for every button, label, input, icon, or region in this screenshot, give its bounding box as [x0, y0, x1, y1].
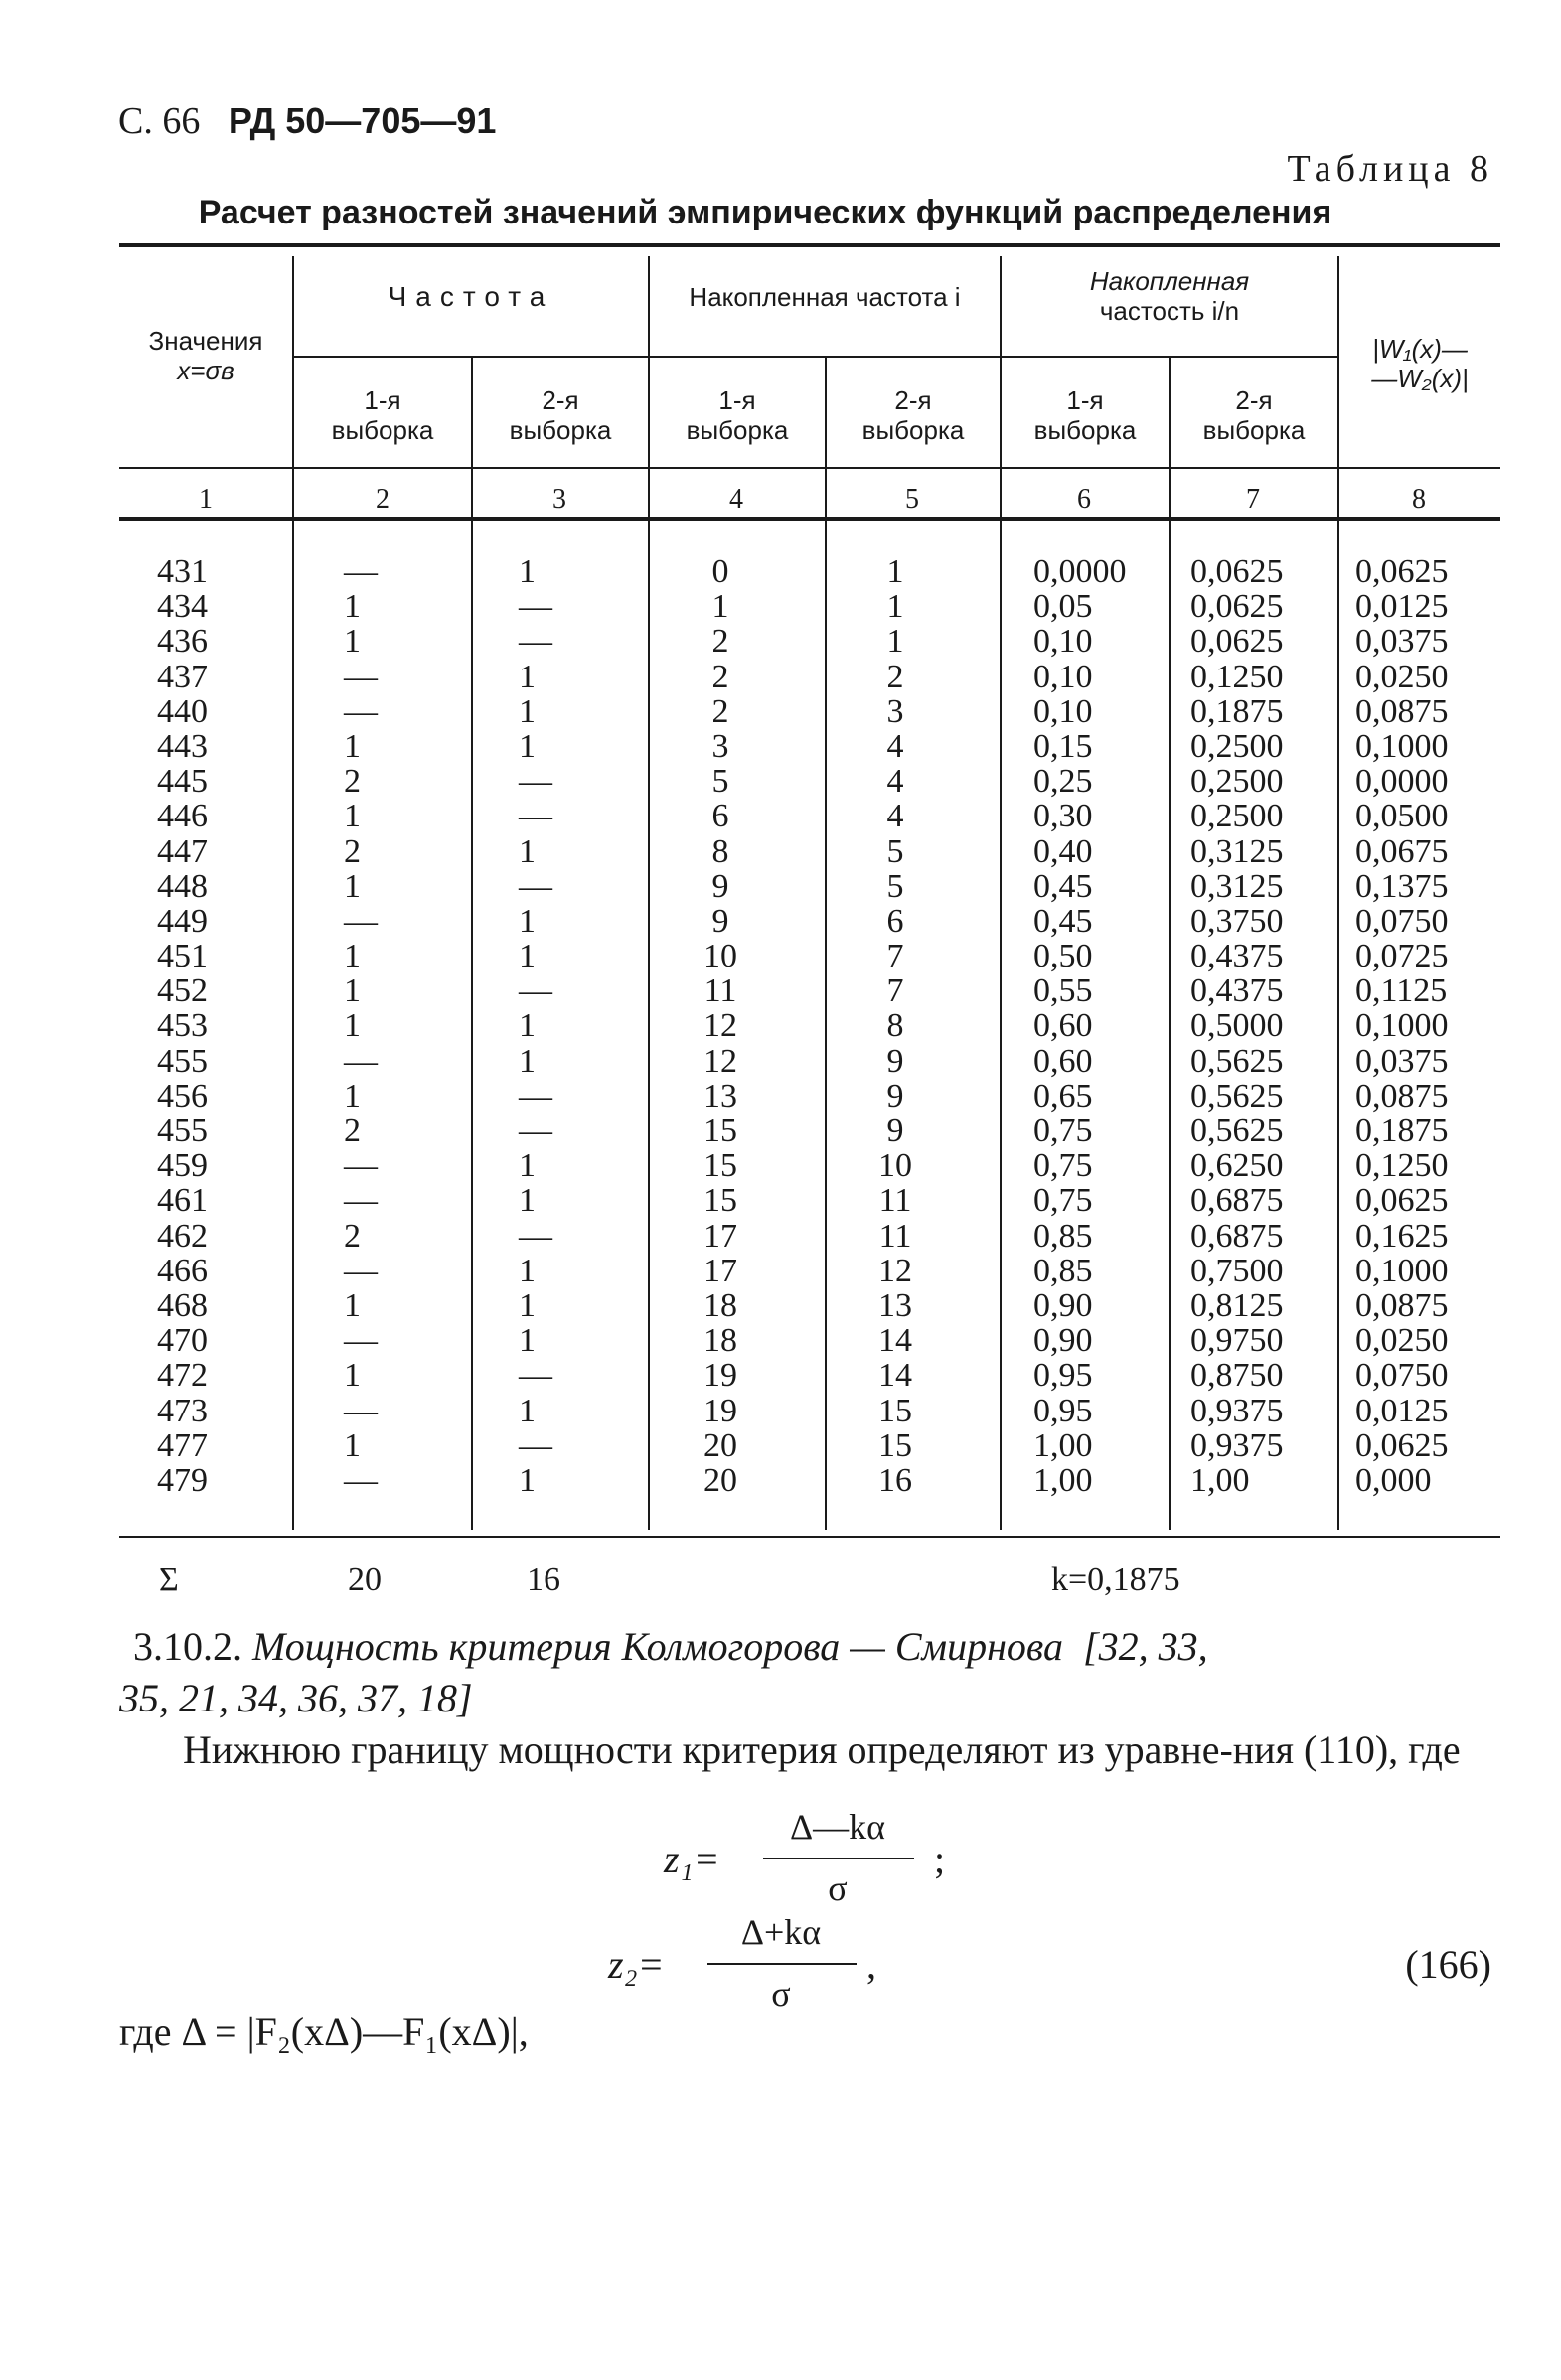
table-cell: 15 — [703, 1113, 737, 1149]
table-cell: 1 — [344, 623, 361, 661]
table-cell: 0,0125 — [1355, 588, 1449, 626]
table-cell: 434 — [157, 588, 208, 626]
table-cell: 0,0625 — [1355, 553, 1449, 590]
table-cell: 3 — [886, 692, 904, 730]
table-cell: 0,0625 — [1355, 1426, 1449, 1464]
table-cell: 0,1875 — [1190, 692, 1284, 730]
formula-z2-numerator: Δ+kα — [740, 1912, 822, 1952]
table-cell: 455 — [157, 1042, 208, 1080]
subheader-sample-1: 1-я выборка — [686, 385, 789, 445]
col-divider-1 — [292, 256, 294, 1530]
table-cell: 477 — [157, 1426, 208, 1464]
header-bottom-rule — [119, 467, 1500, 469]
table-cell: 0,10 — [1033, 658, 1093, 695]
table-cell: 0,9750 — [1190, 1322, 1284, 1360]
table-cell: 0,000 — [1355, 1461, 1432, 1499]
table-cell: 1 — [519, 658, 536, 695]
table-cell: 0,0625 — [1190, 553, 1284, 590]
table-cell: 0,65 — [1033, 1077, 1093, 1115]
table-cell: 15 — [703, 1182, 737, 1220]
table-cell: 1 — [344, 972, 361, 1010]
subheader-sample-1: 1-я выборка — [1033, 385, 1137, 445]
table-cell: 455 — [157, 1113, 208, 1149]
table-cell: 0,4375 — [1190, 972, 1284, 1010]
table-cell: 0,75 — [1033, 1113, 1093, 1149]
table-cell: 0,0375 — [1355, 1042, 1449, 1080]
sum-freq-sample-1: 20 — [348, 1562, 382, 1598]
table-cell: 1 — [519, 1007, 536, 1045]
table-cell: 0,0875 — [1355, 692, 1449, 730]
table-cell: 18 — [703, 1322, 737, 1360]
table-cell: 1 — [344, 1007, 361, 1045]
header-frequency: Частота — [388, 281, 554, 312]
table-cell: 0,0625 — [1190, 588, 1284, 626]
table-cell: 2 — [344, 1113, 361, 1149]
table-cell: 1,00 — [1190, 1461, 1250, 1499]
table-cell: 0,30 — [1033, 798, 1093, 835]
table-cell: 10 — [878, 1147, 912, 1185]
table-cell: 448 — [157, 867, 208, 905]
col-divider-4 — [825, 358, 827, 1530]
section-refs: [32, 33, — [1083, 1624, 1208, 1669]
table-cell: 19 — [703, 1392, 737, 1429]
table-cell: 0,0750 — [1355, 902, 1449, 940]
table-cell: 0,50 — [1033, 938, 1093, 975]
table-cell: 13 — [878, 1286, 912, 1324]
table-cell: 0,0375 — [1355, 623, 1449, 661]
table-cell: — — [519, 867, 552, 905]
table-cell: — — [344, 692, 378, 730]
table-cell: — — [344, 1042, 378, 1080]
table-cell: 1 — [886, 588, 904, 626]
column-number: 5 — [905, 484, 919, 515]
table-cell: 443 — [157, 727, 208, 765]
table-cell: 0,5625 — [1190, 1113, 1284, 1149]
table-cell: 10 — [703, 938, 737, 975]
table-cell: 1 — [519, 1392, 536, 1429]
formula-z2-fraction-bar — [707, 1963, 857, 1965]
table-cell: 0,75 — [1033, 1182, 1093, 1220]
table-cell: 15 — [878, 1392, 912, 1429]
table-cell: — — [519, 588, 552, 626]
table-cell: 0,40 — [1033, 832, 1093, 870]
table-cell: 1 — [519, 1147, 536, 1185]
column-number: 6 — [1077, 484, 1091, 515]
subheader-sample-1: 1-я выборка — [331, 385, 434, 445]
column-rel-sample-1 — [1033, 554, 1163, 1498]
col-divider-5 — [1000, 256, 1002, 1530]
header-cumulative-frequency: Накопленная частота i — [689, 282, 961, 312]
table-cell: 0 — [711, 553, 729, 590]
table-label: Таблица 8 — [1287, 148, 1493, 190]
formula-delta-definition: где Δ = |F₂(xΔ)—F₁(xΔ)|, — [119, 2009, 529, 2054]
column-difference — [1355, 554, 1494, 1498]
table-cell: 4 — [886, 763, 904, 801]
section-refs-continued: 35, 21, 34, 36, 37, 18] — [119, 1676, 473, 1720]
subheader-sample-2: 2-я выборка — [1202, 385, 1306, 445]
formula-z1-fraction-bar — [763, 1858, 914, 1859]
table-cell: 4 — [886, 798, 904, 835]
column-cum-sample-1 — [666, 554, 775, 1498]
table-cell: 468 — [157, 1286, 208, 1324]
column-freq-sample-2 — [519, 554, 608, 1498]
table-cell: 1,00 — [1033, 1461, 1093, 1499]
table-cell: 0,0675 — [1355, 832, 1449, 870]
table-cell: 0,5625 — [1190, 1077, 1284, 1115]
page-header — [99, 56, 496, 143]
table-cell: 2 — [711, 692, 729, 730]
table-cell: 1 — [344, 1077, 361, 1115]
table-cell: 1 — [711, 588, 729, 626]
table-cell: 14 — [878, 1357, 912, 1395]
table-cell: 0,8750 — [1190, 1357, 1284, 1395]
table-cell: 1,00 — [1033, 1426, 1093, 1464]
table-cell: 7 — [886, 972, 904, 1010]
formula-z1-lhs: z₁= — [664, 1837, 720, 1881]
table-cell: 9 — [886, 1077, 904, 1115]
table-cell: 17 — [703, 1217, 737, 1255]
table-cell: 1 — [886, 623, 904, 661]
table-cell: 1 — [519, 1322, 536, 1360]
table-cell: 449 — [157, 902, 208, 940]
table-cell: 1 — [519, 902, 536, 940]
table-cell: 1 — [519, 553, 536, 590]
table-cell: 16 — [878, 1461, 912, 1499]
table-cell: 12 — [703, 1042, 737, 1080]
column-rel-sample-2 — [1190, 554, 1329, 1498]
table-cell: 0,0500 — [1355, 798, 1449, 835]
table-cell: 11 — [878, 1217, 912, 1255]
table-cell: 0,55 — [1033, 972, 1093, 1010]
table-cell: 0,1250 — [1190, 658, 1284, 695]
table-cell: 0,5000 — [1190, 1007, 1284, 1045]
table-cell: 4 — [886, 727, 904, 765]
column-x-values — [157, 554, 266, 1498]
table-cell: 0,60 — [1033, 1007, 1093, 1045]
table-cell: 0,0750 — [1355, 1357, 1449, 1395]
table-cell: 0,0000 — [1033, 553, 1127, 590]
page-number: С. 66 — [118, 100, 201, 142]
table-cell: 14 — [878, 1322, 912, 1360]
sum-k-statistic: k=0,1875 — [1051, 1562, 1180, 1598]
table-cell: — — [344, 1461, 378, 1499]
column-number: 2 — [376, 484, 390, 515]
table-cell: 459 — [157, 1147, 208, 1185]
table-cell: 11 — [703, 972, 737, 1010]
header-sub-rule — [294, 356, 1337, 358]
table-cell: 1 — [519, 692, 536, 730]
table-cell: 2 — [886, 658, 904, 695]
table-cell: — — [519, 763, 552, 801]
table-cell: 0,95 — [1033, 1357, 1093, 1395]
formula-z2-denominator: σ — [771, 1974, 791, 2013]
sum-freq-sample-2: 16 — [527, 1562, 560, 1598]
table-cell: 2 — [344, 832, 361, 870]
table-cell: 0,6875 — [1190, 1217, 1284, 1255]
table-cell: — — [519, 623, 552, 661]
table-cell: 1 — [344, 938, 361, 975]
table-cell: 436 — [157, 623, 208, 661]
table-cell: 0,1625 — [1355, 1217, 1449, 1255]
table-cell: 0,45 — [1033, 902, 1093, 940]
table-cell: 1 — [344, 1357, 361, 1395]
table-cell: — — [519, 1077, 552, 1115]
table-cell: — — [344, 1322, 378, 1360]
table-cell: 0,0875 — [1355, 1286, 1449, 1324]
table-cell: 18 — [703, 1286, 737, 1324]
table-cell: 0,0625 — [1190, 623, 1284, 661]
table-cell: 1 — [519, 1182, 536, 1220]
table-cell: 1 — [519, 1252, 536, 1289]
table-cell: 461 — [157, 1182, 208, 1220]
table-cell: 0,0250 — [1355, 1322, 1449, 1360]
table-cell: 0,25 — [1033, 763, 1093, 801]
table-cell: 2 — [711, 623, 729, 661]
table-cell: 5 — [886, 832, 904, 870]
table-bottom-rule — [119, 1536, 1500, 1538]
table-cell: 0,1875 — [1355, 1113, 1449, 1149]
table-cell: 0,90 — [1033, 1322, 1093, 1360]
table-cell: 1 — [344, 867, 361, 905]
document-code: РД 50—705—91 — [228, 100, 497, 141]
table-top-rule — [119, 243, 1500, 247]
table-cell: 0,2500 — [1190, 798, 1284, 835]
table-cell: 0,10 — [1033, 623, 1093, 661]
table-cell: 447 — [157, 832, 208, 870]
column-number: 1 — [199, 484, 213, 515]
table-cell: — — [519, 1217, 552, 1255]
table-cell: 2 — [344, 1217, 361, 1255]
table-cell: 0,8125 — [1190, 1286, 1284, 1324]
table-cell: 0,7500 — [1190, 1252, 1284, 1289]
header-values: Значения x=σв — [148, 326, 263, 385]
table-cell: 7 — [886, 938, 904, 975]
table-cell: 466 — [157, 1252, 208, 1289]
table-cell: 1 — [344, 798, 361, 835]
table-cell: 0,3750 — [1190, 902, 1284, 940]
table-cell: 0,1000 — [1355, 727, 1449, 765]
table-cell: 473 — [157, 1392, 208, 1429]
table-cell: 0,9375 — [1190, 1392, 1284, 1429]
table-cell: 0,4375 — [1190, 938, 1284, 975]
table-cell: 470 — [157, 1322, 208, 1360]
table-cell: 1 — [519, 1042, 536, 1080]
table-title: Расчет разностей значений эмпирических функций распределения — [198, 194, 1332, 231]
table-cell: — — [344, 1392, 378, 1429]
table-cell: 0,0625 — [1355, 1182, 1449, 1220]
table-cell: 20 — [703, 1461, 737, 1499]
subheader-sample-2: 2-я выборка — [509, 385, 612, 445]
table-cell: 0,85 — [1033, 1252, 1093, 1289]
table-cell: 15 — [703, 1147, 737, 1185]
table-cell: 0,1125 — [1355, 972, 1448, 1010]
table-cell: 0,45 — [1033, 867, 1093, 905]
header-difference: |W₁(x)— —W₂(x)| — [1371, 334, 1469, 393]
table-cell: 5 — [886, 867, 904, 905]
table-cell: 0,15 — [1033, 727, 1093, 765]
table-cell: 0,3125 — [1190, 867, 1284, 905]
table-cell: 0,0125 — [1355, 1392, 1449, 1429]
formula-z2-lhs: z₂= — [608, 1942, 665, 1987]
table-cell: — — [344, 553, 378, 590]
table-cell: 479 — [157, 1461, 208, 1499]
table-cell: 1 — [519, 1461, 536, 1499]
table-cell: 6 — [711, 798, 729, 835]
table-cell: 0,0000 — [1355, 763, 1449, 801]
formula-z1-end: ; — [934, 1837, 946, 1881]
table-cell: 0,3125 — [1190, 832, 1284, 870]
table-cell: 0,5625 — [1190, 1042, 1284, 1080]
table-cell: 8 — [886, 1007, 904, 1045]
table-cell: — — [519, 972, 552, 1010]
column-number: 8 — [1412, 484, 1426, 515]
column-number: 3 — [552, 484, 566, 515]
table-cell: 445 — [157, 763, 208, 801]
table-cell: — — [519, 1426, 552, 1464]
table-cell: 20 — [703, 1426, 737, 1464]
col-divider-3 — [648, 256, 650, 1530]
section-heading — [133, 1621, 1494, 1673]
table-cell: 12 — [703, 1007, 737, 1045]
table-cell: — — [344, 1252, 378, 1289]
sum-symbol: Σ — [159, 1562, 179, 1598]
table-cell: 0,75 — [1033, 1147, 1093, 1185]
table-cell: 0,60 — [1033, 1042, 1093, 1080]
formula-z1-numerator: Δ—kα — [789, 1807, 885, 1847]
table-cell: — — [344, 1182, 378, 1220]
col-divider-7 — [1337, 256, 1339, 1530]
table-cell: 9 — [886, 1113, 904, 1149]
table-cell: 5 — [711, 763, 729, 801]
table-cell: 452 — [157, 972, 208, 1010]
table-cell: 0,90 — [1033, 1286, 1093, 1324]
table-cell: 2 — [711, 658, 729, 695]
section-title: Мощность критерия Колмогорова — Смирнова — [252, 1624, 1063, 1669]
table-cell: 446 — [157, 798, 208, 835]
table-cell: 1 — [344, 1426, 361, 1464]
table-cell: 0,1375 — [1355, 867, 1449, 905]
column-number: 4 — [729, 484, 743, 515]
body-paragraph: Нижнюю границу мощности критерия определяют из уравне-ния (110), где — [183, 1727, 1461, 1772]
table-cell: 1 — [886, 553, 904, 590]
table-cell: — — [519, 1357, 552, 1395]
subheader-sample-2: 2-я выборка — [861, 385, 965, 445]
table-cell: 2 — [344, 763, 361, 801]
table-cell: 19 — [703, 1357, 737, 1395]
table-cell: 431 — [157, 553, 208, 590]
table-cell: 17 — [703, 1252, 737, 1289]
col-divider-2 — [471, 358, 473, 1530]
table-cell: 0,0725 — [1355, 938, 1449, 975]
formula-z1-denominator: σ — [828, 1868, 848, 1908]
table-cell: 472 — [157, 1357, 208, 1395]
table-cell: 9 — [711, 867, 729, 905]
table-cell: 1 — [519, 938, 536, 975]
column-number: 7 — [1246, 484, 1260, 515]
table-cell: — — [344, 658, 378, 695]
table-cell: 0,85 — [1033, 1217, 1093, 1255]
table-cell: 0,6875 — [1190, 1182, 1284, 1220]
table-cell: 0,1250 — [1355, 1147, 1449, 1185]
table-cell: 0,05 — [1033, 588, 1093, 626]
table-cell: 11 — [878, 1182, 912, 1220]
table-cell: 3 — [711, 727, 729, 765]
header-cumulative-relative: Накопленная частость i/n — [1089, 266, 1250, 326]
table-cell: 1 — [519, 727, 536, 765]
formula-z2-end: , — [866, 1942, 876, 1987]
table-cell: 0,1000 — [1355, 1252, 1449, 1289]
table-cell: 0,0875 — [1355, 1077, 1449, 1115]
table-cell: 462 — [157, 1217, 208, 1255]
table-cell: 0,1000 — [1355, 1007, 1449, 1045]
table-cell: 1 — [519, 832, 536, 870]
table-cell: — — [519, 798, 552, 835]
table-cell: 6 — [886, 902, 904, 940]
table-cell: 453 — [157, 1007, 208, 1045]
table-cell: 15 — [878, 1426, 912, 1464]
table-cell: — — [344, 1147, 378, 1185]
table-cell: 0,2500 — [1190, 727, 1284, 765]
table-cell: 12 — [878, 1252, 912, 1289]
table-cell: — — [519, 1113, 552, 1149]
table-cell: 440 — [157, 692, 208, 730]
column-cum-sample-2 — [841, 554, 950, 1498]
table-cell: 0,95 — [1033, 1392, 1093, 1429]
column-freq-sample-1 — [344, 554, 433, 1498]
table-cell: 0,6250 — [1190, 1147, 1284, 1185]
table-cell: 0,0250 — [1355, 658, 1449, 695]
table-cell: — — [344, 902, 378, 940]
table-cell: 9 — [886, 1042, 904, 1080]
table-cell: 437 — [157, 658, 208, 695]
table-cell: 451 — [157, 938, 208, 975]
col-divider-6 — [1169, 358, 1171, 1530]
table-cell: 8 — [711, 832, 729, 870]
colnum-bottom-rule — [119, 517, 1500, 521]
table-cell: 1 — [344, 727, 361, 765]
equation-number: (166) — [1405, 1942, 1491, 1987]
section-number: 3.10.2. — [133, 1624, 242, 1669]
table-cell: 0,2500 — [1190, 763, 1284, 801]
table-cell: 0,10 — [1033, 692, 1093, 730]
table-cell: 1 — [344, 588, 361, 626]
table-cell: 9 — [711, 902, 729, 940]
table-cell: 13 — [703, 1077, 737, 1115]
table-cell: 1 — [344, 1286, 361, 1324]
table-cell: 456 — [157, 1077, 208, 1115]
table-cell: 1 — [519, 1286, 536, 1324]
table-cell: 0,9375 — [1190, 1426, 1284, 1464]
